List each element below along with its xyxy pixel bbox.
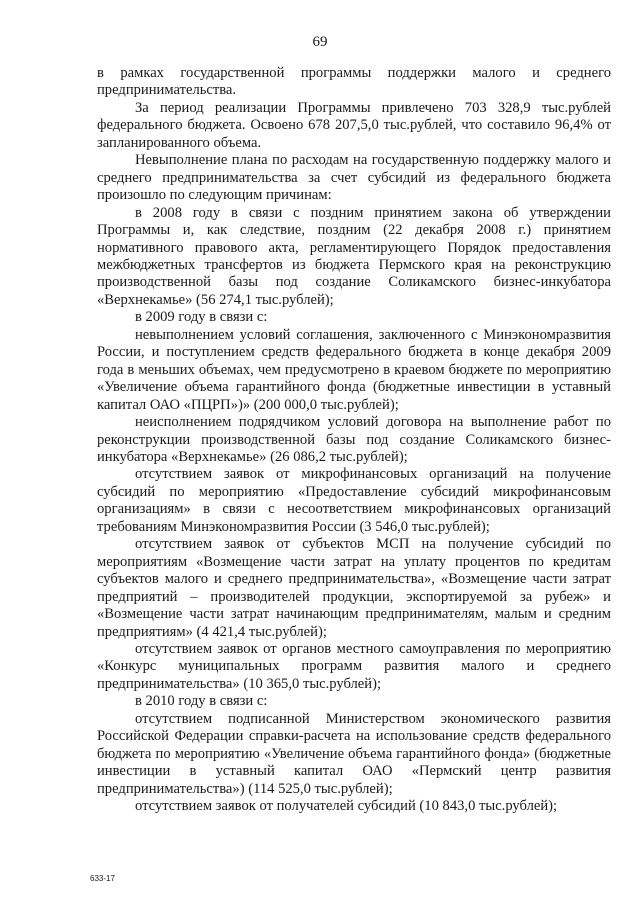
document-body [97, 65, 611, 815]
paragraph: отсутствием заявок от получателей субсидий (10 843,0 тыс.рублей); [135, 798, 558, 815]
paragraph: отсутствием заявок от субъектов МСП на получение субсидий по мероприятиям «Возмещение части затрат на уплату процентов по кредитам субъектов малого и среднего предпринимательства», «Возмещение части затрат предприятий – производителей продукции, экспортируемой за рубеж» и «Возмещение части затрат начинающим предпринимателям, малым и средним предприятиям» (4 421,4 тыс.рублей); [97, 536, 611, 640]
paragraph: Невыполнение плана по расходам на государственную поддержку малого и среднего предпринимательства за счет субсидий из федерального бюджета произошло по следующим причинам: [97, 152, 611, 204]
paragraph: За период реализации Программы привлечено 703 328,9 тыс.рублей федерального бюджета. Освоено 678 207,5,0 тыс.рублей, что составило 96,4% от запланированного объема. [97, 99, 611, 151]
paragraph: отсутствием заявок от микрофинансовых организаций на получение субсидий по мероприятию «Предоставление субсидий микрофинансовым организациям» в связи с несоответствием микрофинансовых организаций требованиям Минэкономразвития России (3 546,0 тыс.рублей); [97, 466, 611, 535]
document-code: 633-17 [90, 874, 115, 883]
paragraph: в 2008 году в связи с поздним принятием закона об утверждении Программы и, как следствие, поздним (22 декабря 2008 г.) принятием нормативного правового акта, регламентирующего Порядок предоставления межбюджетных трансфертов из бюджета Пермского края на реконструкцию производственной базы под создание Соликамского бизнес-инкубатора «Верхнекамье» (56 274,1 тыс.рублей); [97, 204, 611, 308]
paragraph: отсутствием заявок от органов местного самоуправления по мероприятию «Конкурс муниципальных программ развития малого и среднего предпринимательства» (10 365,0 тыс.рублей); [97, 640, 611, 692]
paragraph: в рамках государственной программы поддержки малого и среднего предпринимательства. [97, 65, 611, 99]
page-number: 69 [312, 34, 328, 50]
paragraph: в 2010 году в связи с: [135, 693, 268, 710]
paragraph: неисполнением подрядчиком условий договора на выполнение работ по реконструкции производственной базы под создание Соликамского бизнес-инкубатора «Верхнекамье» (26 086,2 тыс.рублей); [97, 414, 611, 465]
paragraph: невыполнением условий соглашения, заключенного с Минэкономразвития России, и поступлением средств федерального бюджета в конце декабря 2009 года в меньших объемах, чем предусмотрено в краевом бюджете по мероприятию «Увеличение объема гарантийного фонда (бюджетные инвестиции в уставный капитал ОАО «ПЦРП»)» (200 000,0 тыс.рублей); [97, 326, 611, 413]
paragraph: отсутствием подписанной Министерством экономического развития Российской Федерации справки-расчета на использование средств федерального бюджета по мероприятию «Увеличение объема гарантийного фонда» (бюджетные инвестиции в уставный капитал ОАО «Пермский центр развития предпринимательства») (114 525,0 тыс.рублей); [97, 710, 611, 797]
paragraph: в 2009 году в связи с: [135, 309, 268, 326]
